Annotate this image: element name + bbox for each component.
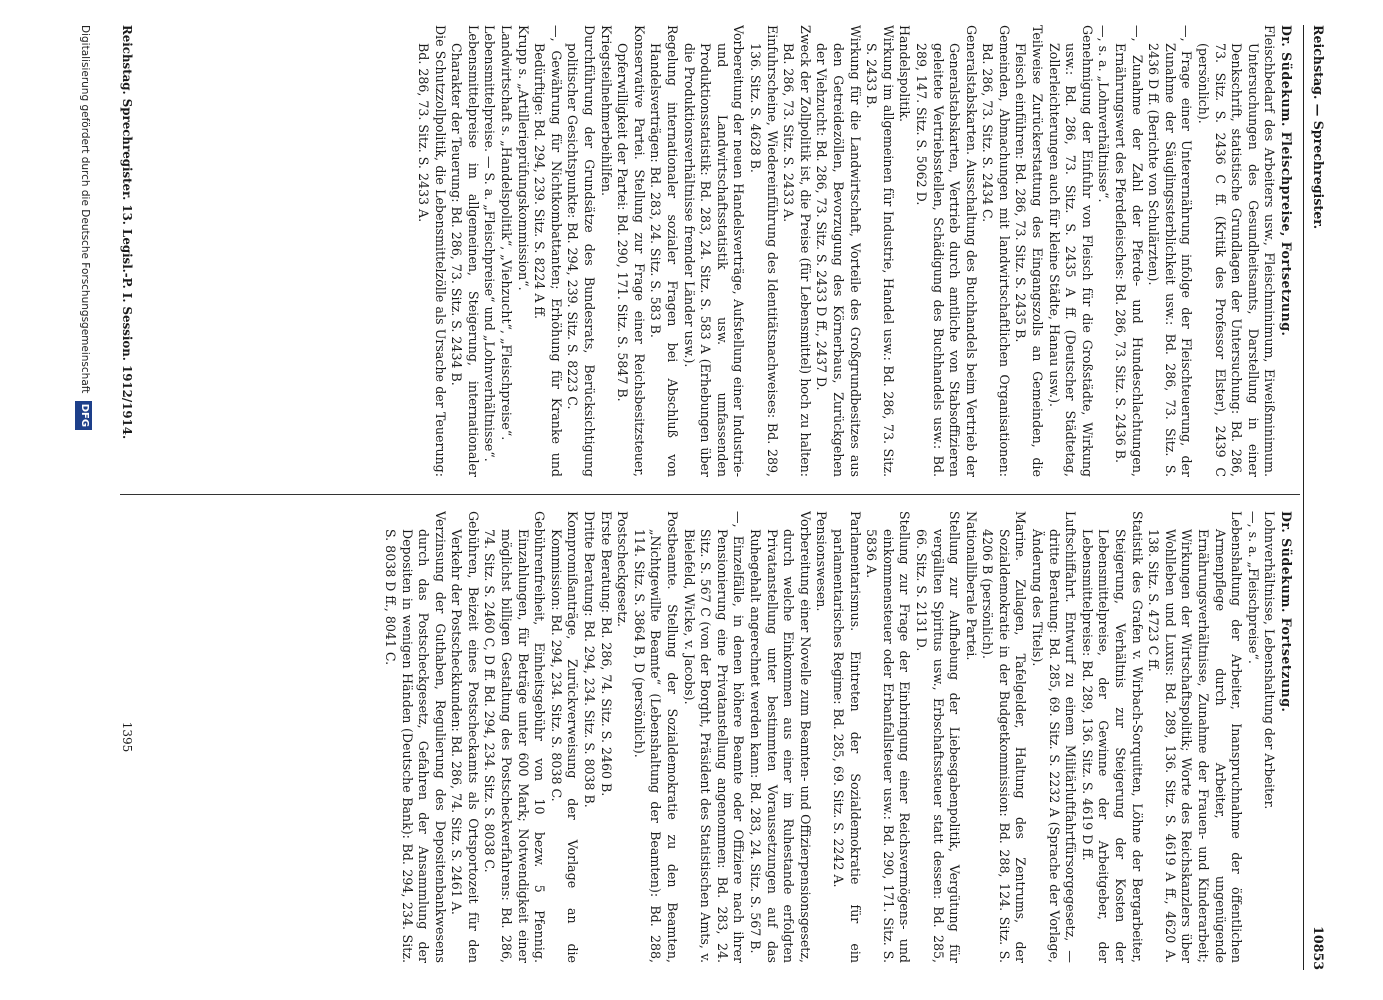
register-entry: Postbeamte. Stellung der Sozialdemokratie zu den Beamten, „Nichtgewillte Beamte“ (Lebenshaltung der Beamten): Bd. 288, 114. Sitz. S. 3864 B, D (persönlich). [631, 511, 681, 963]
dfg-logo: DFG [75, 401, 92, 430]
register-entry: Luftschiffahrt. Entwurf zu einem Militärluftfahrtfürsorgegesetz, — dritte Beratung: Bd. 285, 69. Sitz. S. 2232 A (Sprache der Vorlage, Änderung des Titels). [1030, 511, 1079, 963]
register-entry: Stellung zur Aufhebung der Liebesgabenpolitik, Vergütung für vergällten Spiritus usw., Erbschaftssteuer statt dessen: Bd. 285, 66. Sitz. S. 2131 D. [913, 511, 963, 963]
register-entry: Teilweise Zurückerstattung des Eingangszolls an Gemeinden, die Fleisch einführen: Bd. 286, 73. Sitz. S. 2435 B. [1013, 25, 1046, 477]
register-entry: —, Frage einer Unterernährung infolge der Fleischteuerung, der Zunahme der Säuglingssterblichkeit usw.: Bd. 286, 73. Sitz. S. 2436 D ff. (Berichte von Schulärzten). [1146, 25, 1195, 477]
register-entry: Landwirtschaft s. „Handelspolitik“, „Viehzucht“, „Fleischpreise“. [499, 25, 515, 441]
digitization-credit [75, 25, 93, 970]
register-entry: Kompromißanträge, Zurückverweisung der Vorlage an die Kommission: Bd. 294, 234. Sitz. S. 8038 C. [548, 511, 581, 963]
register-entry: Durchführung der Grundsätze des Bundesrats, Berücksichtigung politischer Gesichtspunkte: Bd. 294, 239. Sitz. S. 8223 C. [565, 25, 598, 477]
left-speaker-heading: Dr. Südekum. Fleischpreise, Fortsetzung. [1279, 25, 1294, 337]
register-entry: Zweck der Zollpolitik ist, die Preise (für Lebensmittel) hoch zu halten: Bd. 286, 73. Sitz. S. 2433 A. [781, 25, 813, 477]
register-entry: Die Schutzzollpolitik, die Lebensmittelzölle als Ursache der Teuerung: Bd. 286, 73. Sitz. S. 2433 A. [416, 25, 448, 477]
header-page-number: 10853 [1311, 926, 1326, 970]
register-entry: Marine. Zulagen, Tafelgelder, Haltung des Zentrums, der Sozialdemokratie in der Budgetkommission: Bd. 288, 124. Sitz. S. 4206 B (persönlich). [980, 511, 1029, 963]
header-left: Reichstag. — Sprechregister. [1311, 25, 1326, 230]
register-entry: —, Einzelfälle, in denen höhere Beamte oder Offiziere nach ihrer Pensionierung eine Privatanstellung angenommen: Bd. 283, 24. Sitz. S. 567 C (von der Borght, Präsident des Statistischen Amts, v. Bielefeld, Wicke, v. Jacobs). [681, 511, 747, 963]
register-entry: Krupp s. „Artillerieprüfungskommission“. [515, 25, 531, 291]
right-entries [381, 511, 1277, 963]
register-entry: Genehmigung der Einfuhr von Fleisch für die Großstädte, Wirkung usw.: Bd. 286, 73. Sitz. S. 2435 A ff. (Deutscher Städtetag, Zollerleichterungen auch für kleine Städte, Hanau usw.). [1046, 25, 1095, 477]
register-entry: Vorbereitung der neuen Handelsverträge, Aufstellung einer Industrie- und Landwirtschaftsstatistik usw. umfassenden Produktionsstatistik: Bd. 283, 24. Sitz. S. 583 A (Erhebungen über die Produktionsverhältnisse fremder Länder usw.). [681, 25, 747, 477]
right-speaker-heading: Dr. Südekum. Fortsetzung. [1279, 511, 1294, 713]
register-entry: Nationalliberale Partei. [963, 511, 979, 661]
register-entry: Konservative Partei. Stellung zur Frage einer Reichsbesitzsteuer, Opferwilligkeit der Partei: Bd. 290, 171. Sitz. S. 5847 B. [615, 25, 647, 477]
register-page [55, 25, 1330, 970]
register-entry: Regelung internationaler sozialer Fragen bei Abschluß von Handelsverträgen: Bd. 283, 24. Sitz. S. 583 B. [648, 25, 681, 477]
register-entry: Stellung zur Frage der Einbringung einer Reichsvermögens- und einkommensteuer oder Erbanfallsteuer usw.: Bd. 290, 171. Sitz. S. 5836 A. [864, 511, 913, 963]
credit-text: Digitalisierung gefördert durch die Deutsche Forschungsgemeinschaft [79, 25, 91, 394]
left-column [144, 25, 1294, 477]
register-entry: Verzinsung der Guthaben, Regulierung des Depositenbankwesens durch das Postscheckgesetz, Gefahren der Ansammlung der Depositen in wenigen Händen (Deutsche Bank): Bd. 294, 234. Sitz. S. 8038 D ff., 8041 C. [382, 511, 448, 963]
register-entry: Erste Beratung: Bd. 286, 74. Sitz. S. 2460 B. [598, 511, 614, 797]
footer-page-number: 1395 [120, 721, 134, 753]
register-entry: Einfuhrscheine, Wiedereinführung des Identitätsnachweises: Bd. 289, 136. Sitz. S. 4628 B. [748, 25, 780, 477]
register-entry: Pensionswesen. [814, 511, 830, 612]
register-entry: Wirkung für die Landwirtschaft, Vorteile des Großgrundbesitzes aus den Getreidezöllen, Bevorzugung des Körnerbaus, Zurückgehen der Viehzucht: Bd. 286, 73. Sitz. S. 2433 D ff., 2437 D. [814, 25, 863, 477]
register-entry: —, s. a. „Lohnverhältnisse“. [1096, 25, 1112, 203]
register-entry: Parlamentarismus. Eintreten der Sozialdemokratie für ein parlamentarisches Regime: Bd. 285, 69. Sitz. S. 2242 A. [830, 511, 863, 963]
register-entry: —, s. a. „Fleischpreise“. [1245, 511, 1261, 664]
register-entry: Gebührenfreiheit, Einheitsgebühr von 10 bezw. 5 Pfennig. Einzahlungen, für Beträge unter 600 Mark; Notwendigkeit einer möglichst billigen Gestaltung des Postscheckverfahrens: Bd. 286, 74. Sitz. S. 2460 C, D ff. Bd. 294, 234. Sitz. S. 8038 C. [482, 511, 548, 963]
register-entry: —, Gewährung für Nichtkombattanten; Erhöhung für Kranke und Bedürftige: Bd. 294, 239. Sitz. S. 8224 A ff. [532, 25, 564, 477]
register-entry: Lebenshaltung der Arbeiter, Inanspruchnahme der öffentlichen Armenpflege durch Arbeiter, ungenügende Ernährungsverhältnisse, Zunahme der Frauen- und Kinderarbeit; Wirkungen der Wirtschaftspolitik; Worte des Reichskanzlers über Wohlleben und Luxus: Bd. 289, 136. Sitz. S. 4619 A ff., 4620 A. 138. Sitz. S. 4723 C ff. [1146, 511, 1245, 963]
column-divider [120, 494, 1300, 495]
register-entry: Statistik des Grafen v. Wirbach-Sorquitten, Löhne der Bergarbeiter, Steigerung, Verhältnis zur Steigerung der Kosten der Lebensmittelpreise, der Gewinne der Arbeitgeber, der Lebensmittelpreise: Bd. 289, 136. Sitz. S. 4619 D ff. [1079, 511, 1145, 963]
register-entry: Gemeinden, Abmachungen mit landwirtschaftlichen Organisationen: Bd. 286, 73. Sitz. S. 2434 C. [980, 25, 1012, 477]
register-entry: Generalstabskarten. Ausschaltung des Buchhandels beim Vertrieb der Generalstabskarten, Vertrieb durch amtliche von Stabsoffizieren geleitete Vertriebsstellen, Schädigung des Buchhandels usw.: Bd. 289, 147. Sitz. S. 5062 D. [913, 25, 979, 477]
register-entry: Postscheckgesetz. [615, 511, 631, 627]
register-entry: Lebensmittelpreise. — S. a. „Fleischpreise“ und „Lohnverhältnisse“. [482, 25, 498, 462]
register-entry: Handelspolitik. [897, 25, 913, 123]
register-entry: Dritte Beratung: Bd. 294, 234. Sitz. S. 8038 B. [582, 511, 598, 808]
register-entry: Kriegsteilnehmerbeihilfen. [598, 25, 614, 197]
register-entry: Gebühren, Beizeit eines Postscheckamts als Ortsportozeit für den Verkehr der Postscheckkunden: Bd. 286, 74. Sitz. S. 2461 A. [449, 511, 481, 963]
register-entry: Vorbereitung einer Novelle zum Beamten- und Offizierpensionsgesetz, durch welche Einkommen aus einer im Ruhestande erfolgten Privatanstellung unter bestimmten Voraussetzungen auf das Ruhegehalt angerechnet werden kann: Bd. 283, 24. Sitz. S. 567 B. [748, 511, 813, 963]
right-column [144, 511, 1294, 963]
register-entry: —, Zunahme der Zahl der Pferde- und Hundeschlachtungen, Ernährungswert des Pferdefleisches: Bd. 286, 73. Sitz. S. 2436 B. [1113, 25, 1145, 477]
page-header [1303, 25, 1330, 970]
register-entry: Wirkung im allgemeinen für Industrie, Handel usw.: Bd. 286, 73. Sitz. S. 2433 B. [864, 25, 896, 477]
footer-register-title: Reichstag. Sprechregister. 13. Legisl.-P. I. Session. 1912/1914. [120, 25, 134, 440]
register-entry: Lebensmittelpreise im allgemeinen, Steigerung, internationaler Charakter der Teuerung: Bd. 286, 73. Sitz. S. 2434 B. [449, 25, 481, 477]
register-entry: Fleischbedarf des Arbeiters usw., Fleischminimum, Eiweißminimum. Untersuchungen des Gesundheitsamts, Darstellung in einer Denkschrift, statistische Grundlagen der Untersuchung: Bd. 286, 73. Sitz. S. 2436 C ff. (Kritik des Professor Elster), 2439 C (persönlich). [1196, 25, 1278, 477]
left-entries [415, 25, 1278, 477]
register-entry: Lohnverhältnisse, Lebenshaltung der Arbeiter. [1262, 511, 1278, 810]
